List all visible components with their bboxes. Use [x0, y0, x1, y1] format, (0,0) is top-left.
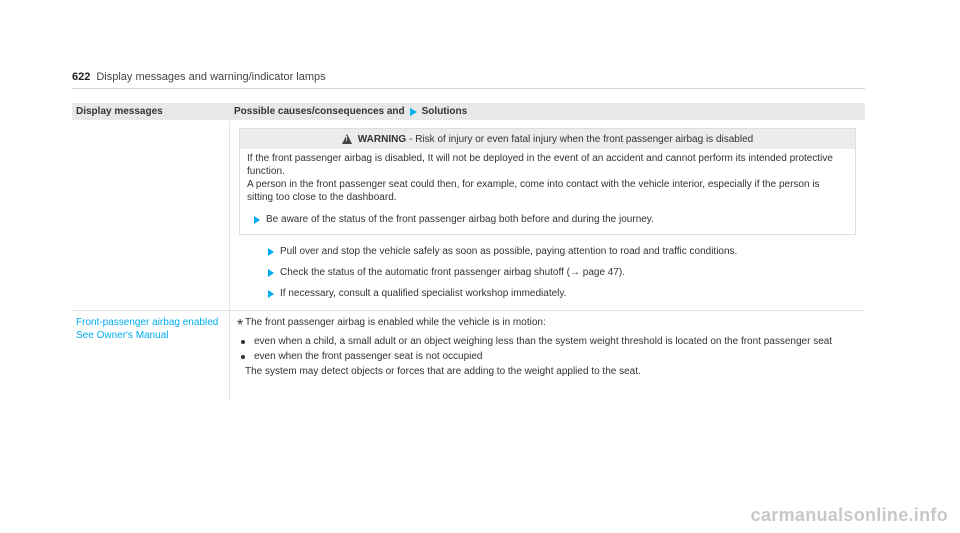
solution-step [237, 288, 858, 299]
warning-paragraph: A person in the front passenger seat could then, for example, come into contact with the vehicle interior, especially if the person is sitting too close to the dashboard. [247, 179, 820, 203]
solution-step-text: Check the status of the automatic front passenger airbag shutoff (→ page 47). [280, 267, 626, 278]
solutions-cell [230, 121, 865, 310]
column-header-solutions-label: Solutions [421, 106, 468, 117]
warning-subtitle: - Risk of injury or even fatal injury when the front passenger airbag is disabled [409, 133, 754, 145]
page-header [72, 71, 865, 89]
list-item: even when the front passenger seat is not occupied [254, 351, 858, 364]
warning-box [239, 128, 856, 235]
footnote [237, 317, 858, 335]
footnote-mark: * [237, 317, 244, 334]
display-message-cell [72, 121, 230, 310]
play-arrow-icon [268, 290, 274, 298]
page-number: 622 [72, 71, 91, 83]
solution-step [237, 246, 858, 257]
warning-body [240, 149, 855, 234]
warning-step-text: Be aware of the status of the front passenger airbag both before and during the journey. [266, 214, 654, 225]
bullet-list [237, 336, 858, 363]
column-header-causes-solutions [230, 106, 467, 117]
watermark: carmanualsonline.info [750, 505, 948, 525]
solution-step-text: Pull over and stop the vehicle safely as soon as possible, paying attention to road and traffic conditions. [280, 246, 738, 257]
play-arrow-icon [268, 269, 274, 277]
solution-step [237, 267, 858, 278]
table-header [72, 103, 865, 121]
solutions-cell [230, 311, 865, 401]
warning-paragraph: If the front passenger airbag is disabled, It will not be deployed in the event of an accident and cannot perform its intended protective function. [247, 153, 833, 177]
table-row [72, 121, 865, 311]
column-header-causes-label: Possible causes/consequences and [234, 106, 405, 117]
page-title: Display messages and warning/indicator lamps [96, 71, 326, 83]
play-arrow-icon [268, 248, 274, 256]
footnote-intro: The front passenger airbag is enabled while the vehicle is in motion: [245, 317, 546, 328]
warning-step [247, 213, 848, 226]
column-header-display-messages: Display messages [76, 106, 163, 117]
play-arrow-icon [410, 108, 417, 116]
table-row [72, 311, 865, 401]
warning-header [240, 129, 855, 149]
list-item: even when a child, a small adult or an object weighing less than the system weight threshold is located on the front passenger seat [254, 336, 858, 349]
display-message-text: Front-passenger airbag enabled See Owner's Manual [76, 317, 219, 341]
solution-step-text: If necessary, consult a qualified specialist workshop immediately. [280, 288, 567, 299]
play-arrow-icon [254, 216, 260, 224]
display-messages-table [72, 103, 865, 401]
warning-title: WARNING [357, 133, 407, 145]
display-message-cell [72, 311, 230, 401]
warning-triangle-icon [342, 134, 352, 144]
closing-text: The system may detect objects or forces that are adding to the weight applied to the seat. [245, 366, 641, 377]
